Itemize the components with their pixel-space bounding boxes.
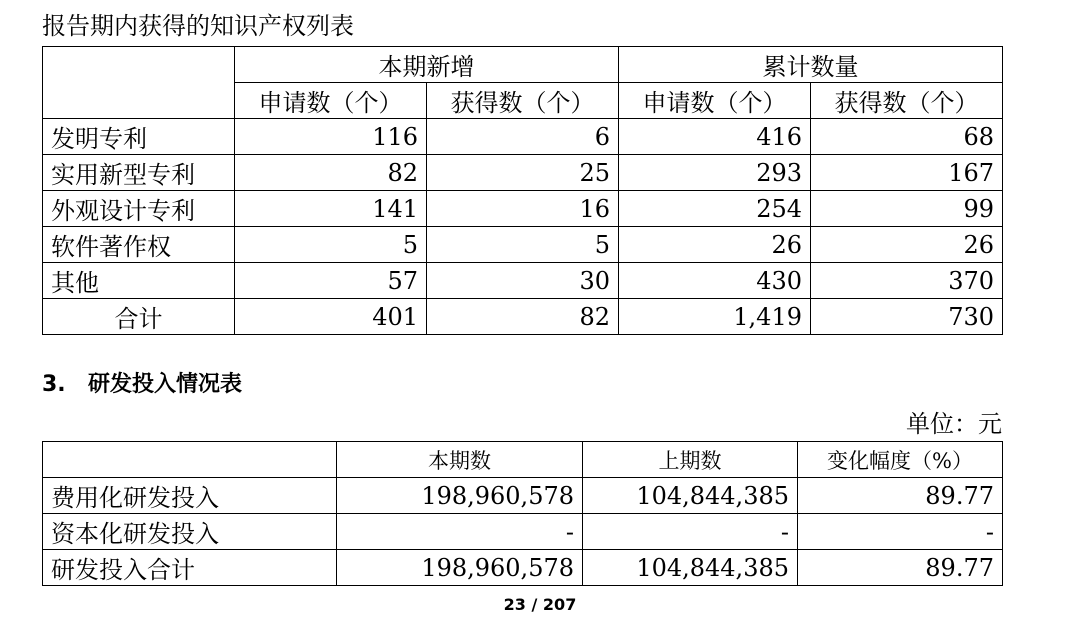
row-label: 外观设计专利 — [43, 191, 235, 227]
table-row — [43, 155, 1003, 191]
rd-table — [42, 441, 1003, 586]
cell-cum-applied: 254 — [619, 191, 811, 227]
row-label-total: 合计 — [43, 299, 235, 335]
cell-cur-applied: 116 — [235, 119, 427, 155]
cell-cum-granted: 730 — [811, 299, 1003, 335]
table-row — [43, 550, 1003, 586]
cell-cur-granted: 82 — [427, 299, 619, 335]
ip-header-current-granted: 获得数（个） — [427, 83, 619, 119]
ip-header-cumulative-granted: 获得数（个） — [811, 83, 1003, 119]
row-label: 其他 — [43, 263, 235, 299]
section-number: 3. — [42, 372, 66, 397]
table-row-total — [43, 299, 1003, 335]
cell-cum-applied: 416 — [619, 119, 811, 155]
cell-cum-granted: 26 — [811, 227, 1003, 263]
cell-cum-applied: 293 — [619, 155, 811, 191]
table-row — [43, 263, 1003, 299]
cell-previous: - — [583, 514, 798, 550]
rd-header-change: 变化幅度（%） — [798, 442, 1003, 478]
row-label: 实用新型专利 — [43, 155, 235, 191]
row-label: 费用化研发投入 — [43, 478, 337, 514]
row-label: 资本化研发投入 — [43, 514, 337, 550]
cell-current: - — [337, 514, 583, 550]
table-row — [43, 227, 1003, 263]
cell-cur-granted: 16 — [427, 191, 619, 227]
ip-table — [42, 46, 1003, 335]
ip-table-caption: 报告期内获得的知识产权列表 — [42, 12, 354, 40]
cell-cum-applied: 430 — [619, 263, 811, 299]
rd-header-current: 本期数 — [337, 442, 583, 478]
cell-cur-applied: 141 — [235, 191, 427, 227]
row-label: 研发投入合计 — [43, 550, 337, 586]
cell-change: 89.77 — [798, 550, 1003, 586]
page-number: 23 / 207 — [503, 595, 577, 614]
cell-current: 198,960,578 — [337, 478, 583, 514]
table-row — [43, 119, 1003, 155]
cell-cum-granted: 370 — [811, 263, 1003, 299]
ip-header-cumulative-applied: 申请数（个） — [619, 83, 811, 119]
ip-group-header-row — [43, 47, 1003, 83]
cell-cum-applied: 1,419 — [619, 299, 811, 335]
rd-header-previous: 上期数 — [583, 442, 798, 478]
rd-corner-cell — [43, 442, 337, 478]
cell-cur-granted: 30 — [427, 263, 619, 299]
row-label: 软件著作权 — [43, 227, 235, 263]
cell-cum-granted: 99 — [811, 191, 1003, 227]
cell-cum-applied: 26 — [619, 227, 811, 263]
cell-previous: 104,844,385 — [583, 478, 798, 514]
row-label: 发明专利 — [43, 119, 235, 155]
ip-corner-cell — [43, 47, 235, 119]
table-row — [43, 478, 1003, 514]
cell-change: 89.77 — [798, 478, 1003, 514]
cell-cur-applied: 57 — [235, 263, 427, 299]
ip-header-current-applied: 申请数（个） — [235, 83, 427, 119]
cell-cum-granted: 68 — [811, 119, 1003, 155]
cell-previous: 104,844,385 — [583, 550, 798, 586]
cell-cum-granted: 167 — [811, 155, 1003, 191]
cell-cur-applied: 5 — [235, 227, 427, 263]
cell-change: - — [798, 514, 1003, 550]
cell-cur-granted: 25 — [427, 155, 619, 191]
rd-section-heading — [42, 370, 242, 400]
unit-label: 单位：元 — [906, 410, 1002, 438]
ip-group-cumulative: 累计数量 — [619, 47, 1003, 83]
cell-cur-applied: 82 — [235, 155, 427, 191]
ip-group-current: 本期新增 — [235, 47, 619, 83]
table-row — [43, 191, 1003, 227]
cell-cur-granted: 6 — [427, 119, 619, 155]
cell-current: 198,960,578 — [337, 550, 583, 586]
cell-cur-applied: 401 — [235, 299, 427, 335]
table-row — [43, 514, 1003, 550]
cell-cur-granted: 5 — [427, 227, 619, 263]
section-title: 研发投入情况表 — [88, 372, 243, 397]
rd-header-row — [43, 442, 1003, 478]
